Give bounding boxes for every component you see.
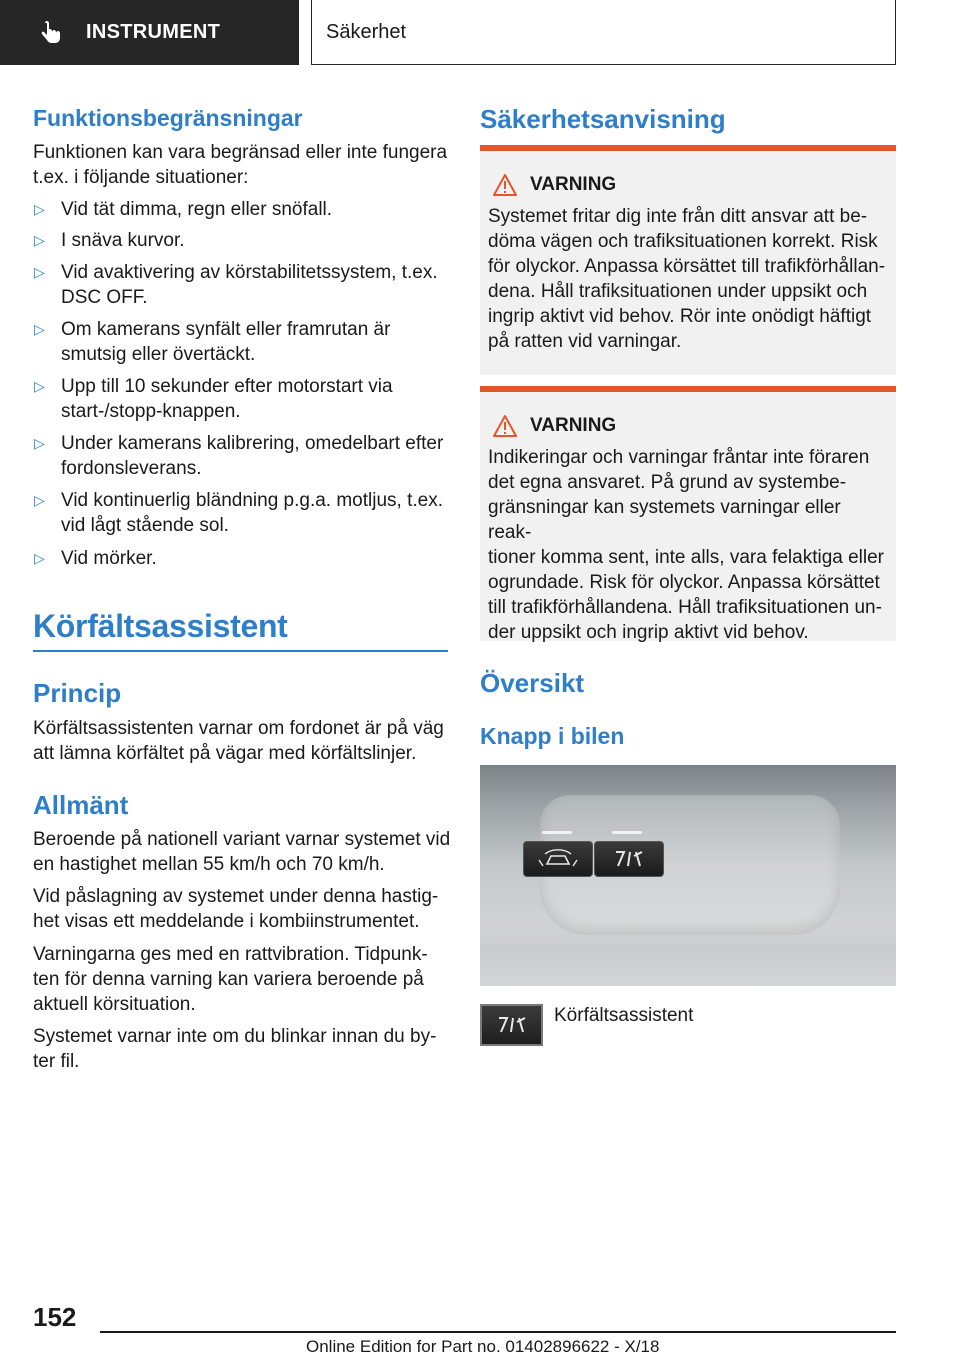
lane-departure-icon bbox=[608, 848, 650, 870]
triangle-bullet-icon: ▷ bbox=[34, 492, 45, 508]
text-line: att lämna körfältet på vägar med körfältslinjer. bbox=[33, 743, 417, 764]
principle-text bbox=[33, 716, 453, 766]
main-heading: Körfältsassistent bbox=[33, 608, 288, 644]
limits-intro bbox=[33, 140, 453, 190]
text-line: en hastighet mellan 55 km/h och 70 km/h. bbox=[33, 854, 385, 875]
text-line: het visas ett meddelande i kombiinstrumentet. bbox=[33, 911, 420, 932]
text-line: till trafikförhållandena. Håll trafiksituationen un- bbox=[488, 597, 882, 618]
lane-assist-button-icon bbox=[594, 841, 664, 877]
overview-heading: Översikt bbox=[480, 668, 585, 698]
warning-body bbox=[488, 445, 888, 645]
list-item bbox=[33, 374, 453, 424]
chapter-tab[interactable] bbox=[0, 0, 299, 65]
general-paragraph bbox=[33, 827, 453, 877]
chapter-label: INSTRUMENT bbox=[86, 21, 221, 43]
text-line: gränsningar kan systemets varningar eller reak- bbox=[488, 497, 841, 543]
list-item bbox=[33, 228, 453, 253]
safety-heading: Säkerhetsanvisning bbox=[480, 104, 726, 134]
limits-heading: Funktionsbegränsningar bbox=[33, 105, 303, 131]
general-paragraph bbox=[33, 1024, 453, 1074]
warning-box bbox=[480, 386, 896, 641]
triangle-bullet-icon: ▷ bbox=[34, 435, 45, 451]
text-line: dena. Håll trafiksituationen under uppsikt och bbox=[488, 281, 868, 302]
text-line: Indikeringar och varningar fråntar inte föraren bbox=[488, 447, 870, 468]
text-line: vid lågt stående sol. bbox=[61, 515, 229, 536]
triangle-bullet-icon: ▷ bbox=[34, 264, 45, 280]
list-item bbox=[33, 546, 453, 571]
led-indicator bbox=[612, 831, 642, 834]
text-line: Upp till 10 sekunder efter motorstart via bbox=[61, 376, 393, 397]
button-caption: Körfältsassistent bbox=[554, 1005, 694, 1026]
text-line: start-/stopp-knappen. bbox=[61, 401, 241, 422]
warning-label: VARNING bbox=[530, 415, 617, 436]
general-paragraph bbox=[33, 942, 453, 1017]
text-line: Om kamerans synfält eller framrutan är bbox=[61, 319, 391, 340]
list-item bbox=[33, 431, 453, 481]
warning-triangle-icon bbox=[492, 414, 518, 438]
text-line: ogrundade. Risk för olyckor. Anpassa körsättet bbox=[488, 572, 880, 593]
section-label: Säkerhet bbox=[326, 20, 407, 43]
text-line: Vid avaktivering av körstabilitetssystem, t.ex. bbox=[61, 262, 438, 283]
text-line: det egna ansvaret. På grund av systembe- bbox=[488, 472, 847, 493]
list-item bbox=[33, 260, 453, 310]
text-line: ter fil. bbox=[33, 1051, 80, 1072]
warning-title bbox=[488, 414, 888, 438]
warning-triangle-icon bbox=[492, 173, 518, 197]
triangle-bullet-icon: ▷ bbox=[34, 378, 45, 394]
text-line: Varningarna ges med en rattvibration. Tidpunk- bbox=[33, 944, 428, 965]
triangle-bullet-icon: ▷ bbox=[34, 232, 45, 248]
warning-title bbox=[488, 173, 888, 197]
principle-heading: Princip bbox=[33, 678, 122, 708]
text-line: Funktionen kan vara begränsad eller inte fungera bbox=[33, 142, 448, 163]
text-line: Under kamerans kalibrering, omedelbart efter bbox=[61, 433, 444, 454]
text-line: fordonsleverans. bbox=[61, 458, 202, 479]
section-title bbox=[311, 0, 896, 65]
general-heading: Allmänt bbox=[33, 790, 129, 820]
triangle-bullet-icon: ▷ bbox=[34, 550, 45, 566]
lane-assist-button-icon bbox=[480, 1004, 543, 1046]
collision-warning-button-icon bbox=[523, 841, 593, 877]
car-front-icon bbox=[537, 848, 579, 870]
text-line: ten för denna varning kan variera beroende på bbox=[33, 969, 424, 990]
photo-floor bbox=[480, 946, 896, 986]
list-item bbox=[33, 197, 453, 222]
general-paragraph bbox=[33, 884, 453, 934]
text-line: I snäva kurvor. bbox=[61, 230, 185, 251]
heading-rule bbox=[33, 650, 448, 652]
text-line: Vid påslagning av systemet under denna hastig- bbox=[33, 886, 439, 907]
text-line: Körfältsassistenten varnar om fordonet är på väg bbox=[33, 718, 444, 739]
warning-body bbox=[488, 204, 888, 354]
page-number: 152 bbox=[33, 1302, 77, 1332]
button-heading: Knapp i bilen bbox=[480, 723, 625, 749]
text-line: smutsig eller övertäckt. bbox=[61, 344, 256, 365]
text-line: Vid kontinuerlig bländning p.g.a. motljus, t.ex. bbox=[61, 490, 443, 511]
car-button-photo bbox=[480, 765, 896, 986]
text-line: Vid mörker. bbox=[61, 548, 157, 569]
text-line: Systemet varnar inte om du blinkar innan du by- bbox=[33, 1026, 437, 1047]
footer-rule bbox=[100, 1331, 896, 1333]
triangle-bullet-icon: ▷ bbox=[34, 201, 45, 217]
text-line: t.ex. i följande situationer: bbox=[33, 167, 249, 188]
text-line: på ratten vid varningar. bbox=[488, 331, 682, 352]
text-line: der uppsikt och ingrip aktivt vid behov. bbox=[488, 622, 809, 643]
triangle-bullet-icon: ▷ bbox=[34, 321, 45, 337]
edition-text: Online Edition for Part no. 01402896622 - X/18 bbox=[306, 1337, 660, 1356]
text-line: Vid tät dimma, regn eller snöfall. bbox=[61, 199, 333, 220]
text-line: döma vägen och trafiksituationen korrekt. Risk bbox=[488, 231, 878, 252]
text-line: för olyckor. Anpassa körsättet till trafikförhållan- bbox=[488, 256, 886, 277]
text-line: Systemet fritar dig inte från ditt ansvar att be- bbox=[488, 206, 868, 227]
warning-box bbox=[480, 145, 896, 375]
text-line: DSC OFF. bbox=[61, 287, 148, 308]
warning-label: VARNING bbox=[530, 174, 617, 195]
text-line: aktuell körsituation. bbox=[33, 994, 196, 1015]
list-item bbox=[33, 317, 453, 367]
lane-departure-icon bbox=[492, 1014, 532, 1036]
text-line: Beroende på nationell variant varnar systemet vid bbox=[33, 829, 451, 850]
hand-pointer-icon bbox=[38, 20, 64, 46]
text-line: ingrip aktivt vid behov. Rör inte onödigt häftigt bbox=[488, 306, 872, 327]
led-indicator bbox=[542, 831, 572, 834]
list-item bbox=[33, 488, 453, 538]
text-line: tioner komma sent, inte alls, vara felaktiga eller bbox=[488, 547, 885, 568]
